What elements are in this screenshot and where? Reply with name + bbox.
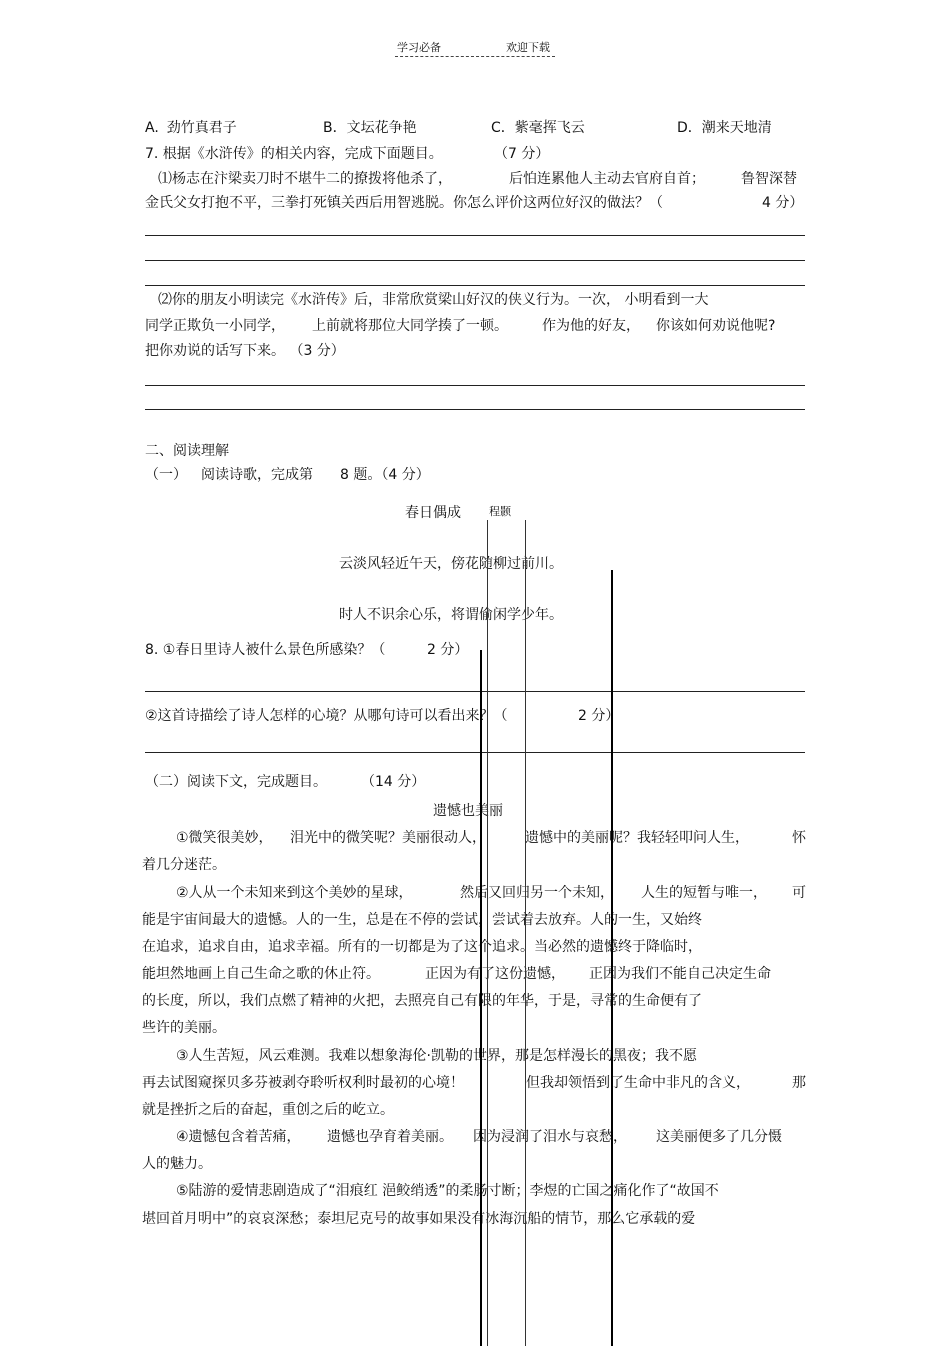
answer-line [145,691,805,692]
scan-line [480,650,482,1346]
part1-instruction: 阅读诗歌，完成第 [201,467,313,483]
q7-p2-line2d: 你该如何劝说他呢? [656,318,776,334]
passage-line: 正因为我们不能自己决定生命 [589,966,771,982]
part1-label: （一） [145,467,187,483]
q8-question2-score: 2 分） [578,708,620,724]
passage-line: ①微笑很美妙， [176,830,273,846]
header-dashed-rule [395,56,555,57]
passage-title: 遗憾也美丽 [433,803,503,819]
passage-line: 再去试图窥探贝多芬被剥夺聆听权利时最初的心境！ [142,1075,464,1091]
passage-line: 能坦然地画上自己生命之歌的休止符。 [142,966,380,982]
q7-p1-line1c: 鲁智深替 [741,171,797,187]
passage-line: 但我却领悟到了生命中非凡的含义， [526,1075,750,1091]
option-d: D．潮来天地清 [677,120,772,136]
part1-score: 8 题。（4 分） [340,467,430,483]
part2-intro: （二）阅读下文，完成题目。 [145,774,327,790]
q7-p1-line1a: ⑴杨志在汴梁卖刀时不堪牛二的撩拨将他杀了， [158,171,452,187]
passage-line: ④遗憾包含着苦痛， [176,1129,301,1145]
answer-line [145,235,805,236]
q7-p2-line2c: 作为他的好友， [542,318,640,334]
q8-question2: ②这首诗描绘了诗人怎样的心境？从哪句诗可以看出来？（ [145,708,508,724]
passage-line: ⑤陆游的爱情悲剧造成了“泪痕红 浥鲛绡透”的柔肠寸断；李煜的亡国之痛化作了“故国不 [176,1183,719,1199]
passage-line: 可 [792,885,806,901]
answer-line [145,409,805,410]
passage-line: 能是宇宙间最大的遗憾。人的一生，总是在不停的尝试，尝试着去放弃。人的一生，又始终 [142,912,702,928]
passage-line: 泪光中的微笑呢？美丽很动人， [290,830,486,846]
header-left: 学习必备 [397,41,441,54]
passage-line: 在追求，追求自由，追求幸福。所有的一切都是为了这个追求。当必然的遗憾终于降临时， [142,939,702,955]
passage-line: 人生的短暂与唯一， [641,885,767,901]
part2-score: （14 分） [361,774,426,790]
passage-line: 就是挫折之后的奋起，重创之后的屹立。 [142,1102,394,1118]
poem-author: 程颢 [489,505,511,518]
answer-line [145,385,805,386]
answer-line [145,752,805,753]
answer-line [145,285,805,286]
passage-line: 人的魅力。 [142,1156,212,1172]
q7-p1-line2b: 4 分） [762,195,804,211]
option-c: C．紫毫挥飞云 [491,120,585,136]
q7-p1-line2a: 金氏父女打抱不平，三拳打死镇关西后用智逃脱。你怎么评价这两位好汉的做法？（ [145,195,663,211]
passage-line: 然后又回归另一个未知， [460,885,614,901]
poem-line2: 时人不识余心乐，将谓偷闲学少年。 [339,607,563,623]
q7-p1-line1b: 后怕连累他人主动去官府自首； [509,171,705,187]
passage-line: ②人从一个未知来到这个美妙的星球， [176,885,413,901]
passage-line: 遗憾也孕育着美丽。 [327,1129,453,1145]
passage-line: 些许的美丽。 [142,1020,226,1036]
passage-line: 遗憾中的美丽呢？我轻轻叩问人生， [525,830,749,846]
scan-line [525,520,526,1346]
passage-line: 的长度，所以，我们点燃了精神的火把，去照亮自己有限的年华，于是，寻常的生命便有了 [142,993,702,1009]
q7-title: 7. 根据《水浒传》的相关内容，完成下面题目。 [145,146,443,162]
scan-line [487,520,488,1346]
section2-title: 二、阅读理解 [145,443,229,459]
passage-line: 这美丽便多了几分慑 [656,1129,782,1145]
poem-line1: 云淡风轻近午天，傍花随柳过前川。 [339,556,563,572]
q7-p2-line2b: 上前就将那位大同学揍了一顿。 [312,318,508,334]
passage-line: 着几分迷茫。 [142,857,226,873]
q7-score: （7 分） [494,146,550,162]
q8-question1: 8. ①春日里诗人被什么景色所感染？（ [145,642,386,658]
answer-line [145,260,805,261]
header-right: 欢迎下载 [506,41,550,54]
option-b: B．文坛花争艳 [323,120,417,136]
option-a: A. 劲竹真君子 [145,120,237,136]
passage-line: 那 [792,1075,806,1091]
q7-p2-line3: 把你劝说的话写下来。 （3 分） [145,343,345,359]
q7-p2-line2a: 同学正欺负一小同学， [145,318,285,334]
q8-question1-score: 2 分） [427,642,469,658]
passage-line: ③人生苦短，风云难测。我难以想象海伦·凯勒的世界，那是怎样漫长的黑夜；我不愿 [176,1048,697,1064]
q7-p2-line1: ⑵你的朋友小明读完《水浒传》后，非常欣赏梁山好汉的侠义行为。一次， 小明看到一大 [158,292,709,308]
poem-title: 春日偶成 [405,505,461,521]
scan-line [611,570,613,1346]
passage-line: 正因为有了这份遗憾， [425,966,565,982]
passage-line: 堪回首月明中”的哀哀深愁；泰坦尼克号的故事如果没有冰海沉船的情节，那么它承载的爱 [142,1211,696,1227]
passage-line: 因为浸润了泪水与哀愁， [473,1129,627,1145]
passage-line: 怀 [792,830,806,846]
